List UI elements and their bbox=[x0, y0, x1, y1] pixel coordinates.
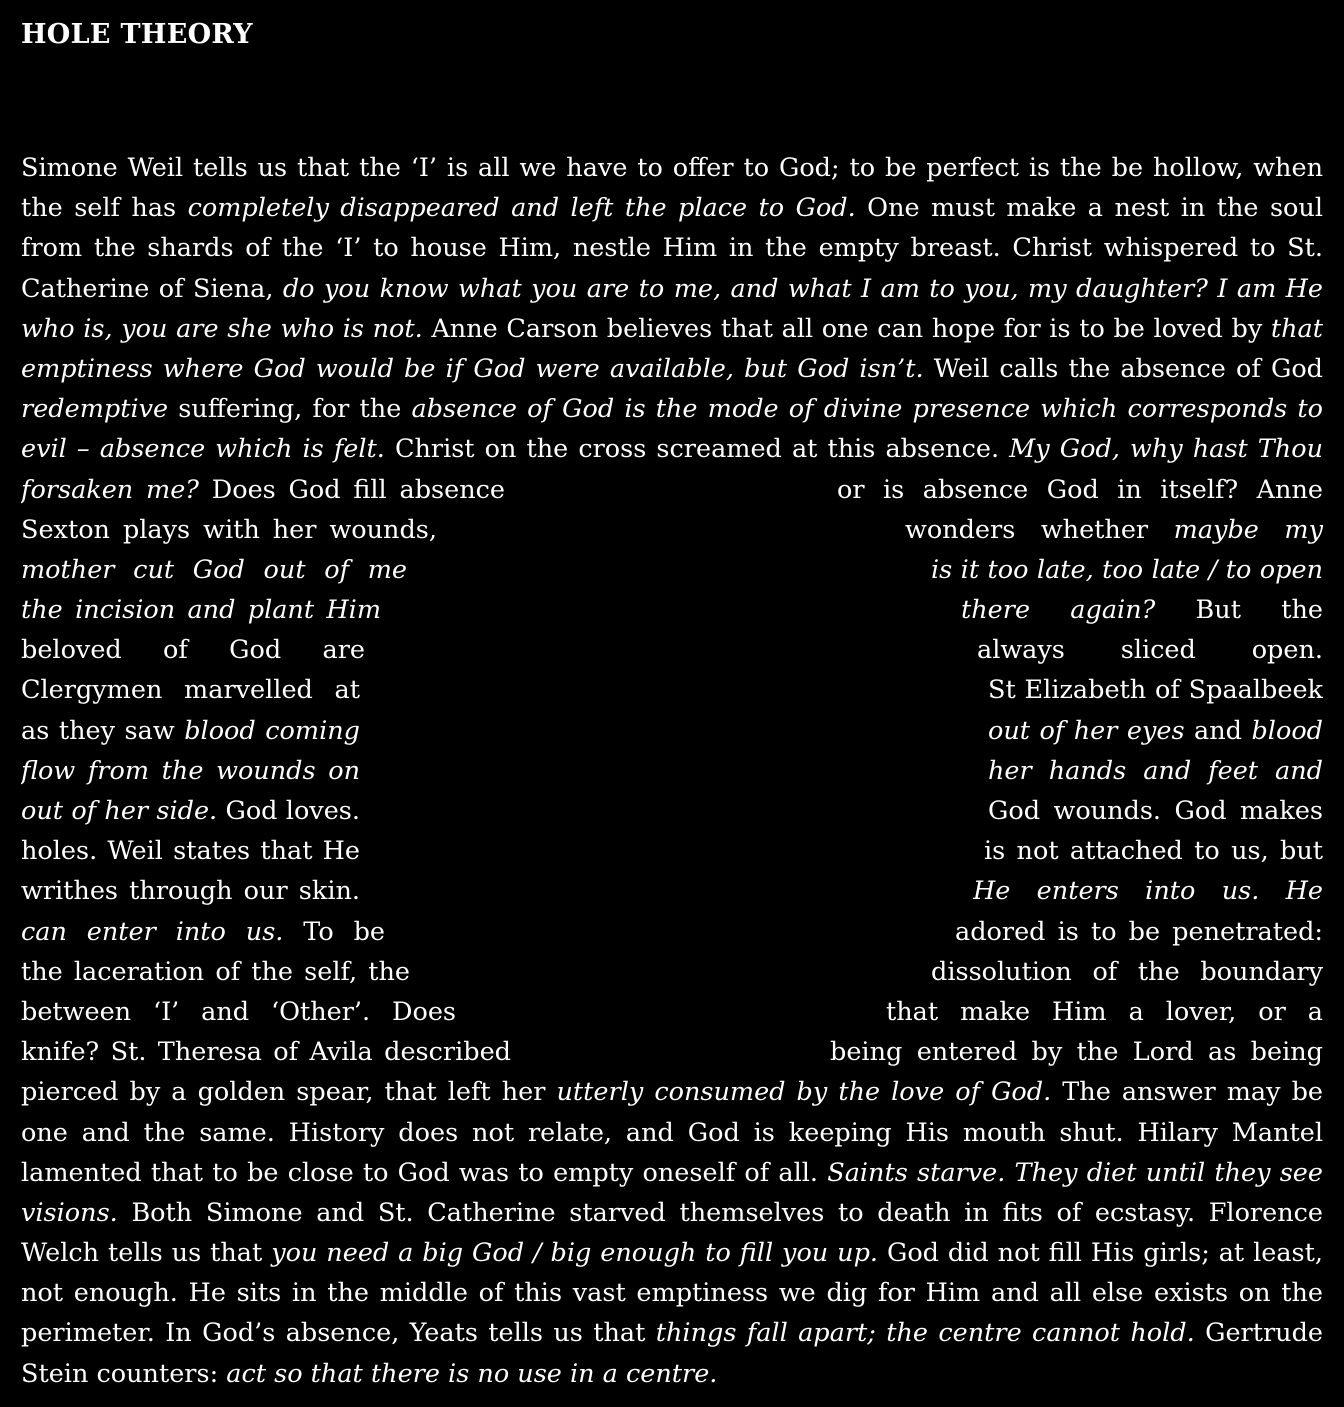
line-left-segment bbox=[21, 389, 1323, 429]
poem-line bbox=[21, 711, 1323, 751]
line-right-segment bbox=[988, 791, 1323, 831]
line-left-segment bbox=[21, 1354, 1323, 1394]
line-left-segment bbox=[21, 791, 360, 831]
poem-line bbox=[21, 1072, 1323, 1112]
text: One must make a nest in the soul bbox=[855, 193, 1323, 224]
line-right-segment bbox=[988, 670, 1323, 710]
poem-line bbox=[21, 1193, 1323, 1233]
line-left-segment bbox=[21, 1113, 1323, 1153]
italic-text: out of her side. bbox=[21, 796, 218, 826]
text: God loves. bbox=[217, 796, 360, 826]
poem-line bbox=[21, 791, 1323, 831]
line-left-segment bbox=[21, 550, 407, 590]
text: Gertrude bbox=[1194, 1318, 1323, 1349]
text: writhes through our skin. bbox=[21, 876, 360, 907]
text: suffering, for the bbox=[168, 394, 412, 425]
text: Simone Weil tells us that the ‘I’ is all we have to offer to God; to be perfect is the be hollow, when bbox=[21, 153, 1323, 183]
line-left-segment bbox=[21, 871, 360, 911]
italic-text: you need a big God / big enough to fill you up. bbox=[271, 1238, 879, 1269]
poem-line bbox=[21, 1354, 1323, 1394]
line-right-segment bbox=[830, 1032, 1323, 1072]
line-left-segment bbox=[21, 1072, 1323, 1112]
line-left-segment bbox=[21, 429, 1323, 469]
text: as they saw bbox=[21, 715, 185, 746]
poem-line bbox=[21, 188, 1323, 228]
text: or is absence God in itself? Anne bbox=[837, 474, 1323, 505]
line-left-segment bbox=[21, 992, 456, 1032]
italic-text: there again? bbox=[961, 595, 1156, 626]
line-left-segment bbox=[21, 711, 360, 751]
line-left-segment bbox=[21, 630, 365, 670]
text: dissolution of the boundary bbox=[931, 956, 1323, 987]
line-left-segment bbox=[21, 1273, 1323, 1313]
text: one and the same. History does not relate, and God is keeping His mouth shut. Hilary Mantel bbox=[21, 1117, 1323, 1148]
poem-line bbox=[21, 1153, 1323, 1193]
text: the self has bbox=[21, 193, 188, 224]
poem-line bbox=[21, 269, 1323, 309]
italic-text: He enters into us. He bbox=[973, 876, 1323, 907]
poem-line bbox=[21, 670, 1323, 710]
italic-text: act so that there is no use in a centre. bbox=[226, 1358, 718, 1389]
text: Both Simone and St. Catherine starved themselves to death in fits of ecstasy. Florence bbox=[117, 1197, 1323, 1228]
line-right-segment bbox=[984, 831, 1323, 871]
poem-line bbox=[21, 389, 1323, 429]
text: Catherine of Siena, bbox=[21, 273, 283, 304]
italic-text: flow from the wounds on bbox=[21, 755, 360, 786]
line-right-segment bbox=[973, 871, 1323, 911]
poem-line bbox=[21, 751, 1323, 791]
poem-line bbox=[21, 1032, 1323, 1072]
line-left-segment bbox=[21, 309, 1323, 349]
italic-text: visions. bbox=[21, 1197, 118, 1228]
text: always sliced open. bbox=[977, 635, 1323, 666]
poem-line bbox=[21, 1313, 1323, 1353]
text: knife? St. Theresa of Avila described bbox=[21, 1037, 511, 1068]
italic-text: maybe my bbox=[1173, 514, 1323, 545]
text: lamented that to be close to God was to empty oneself of all. bbox=[21, 1157, 828, 1188]
line-left-segment bbox=[21, 1153, 1323, 1193]
text: between ‘I’ and ‘Other’. Does bbox=[21, 996, 456, 1027]
text: Christ on the cross screamed at this absence. bbox=[384, 434, 1010, 465]
poem-title: HOLE THEORY bbox=[21, 19, 253, 50]
poem-line bbox=[21, 510, 1323, 550]
italic-text: her hands and feet and bbox=[988, 755, 1323, 786]
poem-line bbox=[21, 309, 1323, 349]
text: being entered by the Lord as being bbox=[830, 1037, 1323, 1068]
text: The answer may be bbox=[1051, 1077, 1323, 1108]
text: God wounds. God makes bbox=[988, 796, 1323, 826]
poem-line bbox=[21, 831, 1323, 871]
italic-text: blood bbox=[1251, 715, 1323, 746]
line-right-segment bbox=[931, 550, 1323, 590]
italic-text: emptiness where God would be if God were available, but God isn’t. bbox=[21, 353, 924, 384]
line-left-segment bbox=[21, 188, 1323, 228]
text: from the shards of the ‘I’ to house Him, nestle Him in the empty breast. Christ whispered to St. bbox=[21, 233, 1323, 264]
poem-line bbox=[21, 1273, 1323, 1313]
poem-line bbox=[21, 912, 1323, 952]
text: the laceration of the self, the bbox=[21, 956, 410, 987]
italic-text: forsaken me? bbox=[21, 474, 199, 505]
text: Clergymen marvelled at bbox=[21, 675, 360, 706]
line-left-segment bbox=[21, 590, 381, 630]
line-left-segment bbox=[21, 831, 360, 871]
italic-text: do you know what you are to me, and what I am to you, my daughter? I am He bbox=[282, 273, 1323, 304]
text: adored is to be penetrated: bbox=[955, 916, 1323, 947]
line-right-segment bbox=[988, 751, 1323, 791]
line-left-segment bbox=[21, 1032, 511, 1072]
italic-text: out of her eyes bbox=[988, 715, 1185, 746]
text: Stein counters: bbox=[21, 1358, 227, 1389]
text: Anne Carson believes that all one can hope for is to be loved by bbox=[422, 313, 1271, 344]
line-right-segment bbox=[955, 912, 1323, 952]
text: St Elizabeth of Spaalbeek bbox=[988, 675, 1323, 706]
poem-line bbox=[21, 630, 1323, 670]
text: beloved of God are bbox=[21, 635, 365, 666]
line-right-segment bbox=[931, 952, 1323, 992]
italic-text: who is, you are she who is not. bbox=[21, 313, 423, 344]
text: God did not fill His girls; at least, bbox=[878, 1238, 1323, 1269]
poem-body bbox=[21, 148, 1323, 1394]
line-left-segment bbox=[21, 510, 437, 550]
italic-text: things fall apart; the centre cannot hold. bbox=[655, 1318, 1195, 1349]
line-right-segment bbox=[961, 590, 1323, 630]
italic-text: evil – absence which is felt. bbox=[21, 434, 385, 465]
italic-text: blood coming bbox=[184, 715, 360, 746]
line-left-segment bbox=[21, 1193, 1323, 1233]
line-left-segment bbox=[21, 148, 1323, 188]
line-left-segment bbox=[21, 228, 1323, 268]
poem-line bbox=[21, 1233, 1323, 1273]
line-left-segment bbox=[21, 670, 360, 710]
poem-line bbox=[21, 349, 1323, 389]
poem-line bbox=[21, 871, 1323, 911]
line-left-segment bbox=[21, 952, 410, 992]
italic-text: Saints starve. They diet until they see bbox=[827, 1157, 1323, 1188]
poem-line bbox=[21, 148, 1323, 188]
italic-text: My God, why hast Thou bbox=[1009, 434, 1323, 465]
line-left-segment bbox=[21, 912, 385, 952]
text: Does God fill absence bbox=[198, 474, 505, 505]
line-left-segment bbox=[21, 1233, 1323, 1273]
italic-text: completely disappeared and left the place to God. bbox=[187, 193, 856, 224]
italic-text: the incision and plant Him bbox=[21, 595, 381, 626]
line-right-segment bbox=[837, 470, 1323, 510]
text: pierced by a golden spear, that left her bbox=[21, 1077, 557, 1108]
text: that make Him a lover, or a bbox=[886, 996, 1323, 1027]
line-left-segment bbox=[21, 269, 1323, 309]
poem-line bbox=[21, 429, 1323, 469]
text: not enough. He sits in the middle of this vast emptiness we dig for Him and all else exists on the bbox=[21, 1278, 1323, 1309]
line-right-segment bbox=[977, 630, 1323, 670]
italic-text: that bbox=[1270, 313, 1323, 344]
text: But the bbox=[1155, 595, 1323, 626]
line-left-segment bbox=[21, 751, 360, 791]
italic-text: can enter into us. bbox=[21, 916, 284, 947]
text: holes. Weil states that He bbox=[21, 836, 360, 867]
poem-line bbox=[21, 992, 1323, 1032]
poem-line bbox=[21, 1113, 1323, 1153]
text: Sexton plays with her wounds, bbox=[21, 514, 437, 545]
text: Welch tells us that bbox=[21, 1238, 272, 1269]
line-left-segment bbox=[21, 349, 1323, 389]
line-right-segment bbox=[886, 992, 1323, 1032]
poem-line bbox=[21, 228, 1323, 268]
text: Weil calls the absence of God bbox=[923, 353, 1323, 384]
text: perimeter. In God’s absence, Yeats tells us that bbox=[21, 1318, 656, 1349]
italic-text: is it too late, too late / to open bbox=[931, 554, 1323, 585]
line-left-segment bbox=[21, 470, 505, 510]
line-right-segment bbox=[905, 510, 1323, 550]
text: To be bbox=[283, 916, 385, 947]
text: and bbox=[1184, 715, 1252, 746]
poem-line bbox=[21, 952, 1323, 992]
text: is not attached to us, but bbox=[984, 836, 1323, 867]
italic-text: utterly consumed by the love of God. bbox=[556, 1077, 1052, 1108]
poem-line bbox=[21, 590, 1323, 630]
poem-line bbox=[21, 550, 1323, 590]
text: wonders whether bbox=[905, 514, 1174, 545]
italic-text: redemptive bbox=[21, 394, 169, 425]
line-left-segment bbox=[21, 1313, 1323, 1353]
italic-text: absence of God is the mode of divine presence which corresponds to bbox=[411, 394, 1323, 425]
italic-text: mother cut God out of me bbox=[21, 554, 407, 585]
poem-line bbox=[21, 470, 1323, 510]
line-right-segment bbox=[988, 711, 1323, 751]
